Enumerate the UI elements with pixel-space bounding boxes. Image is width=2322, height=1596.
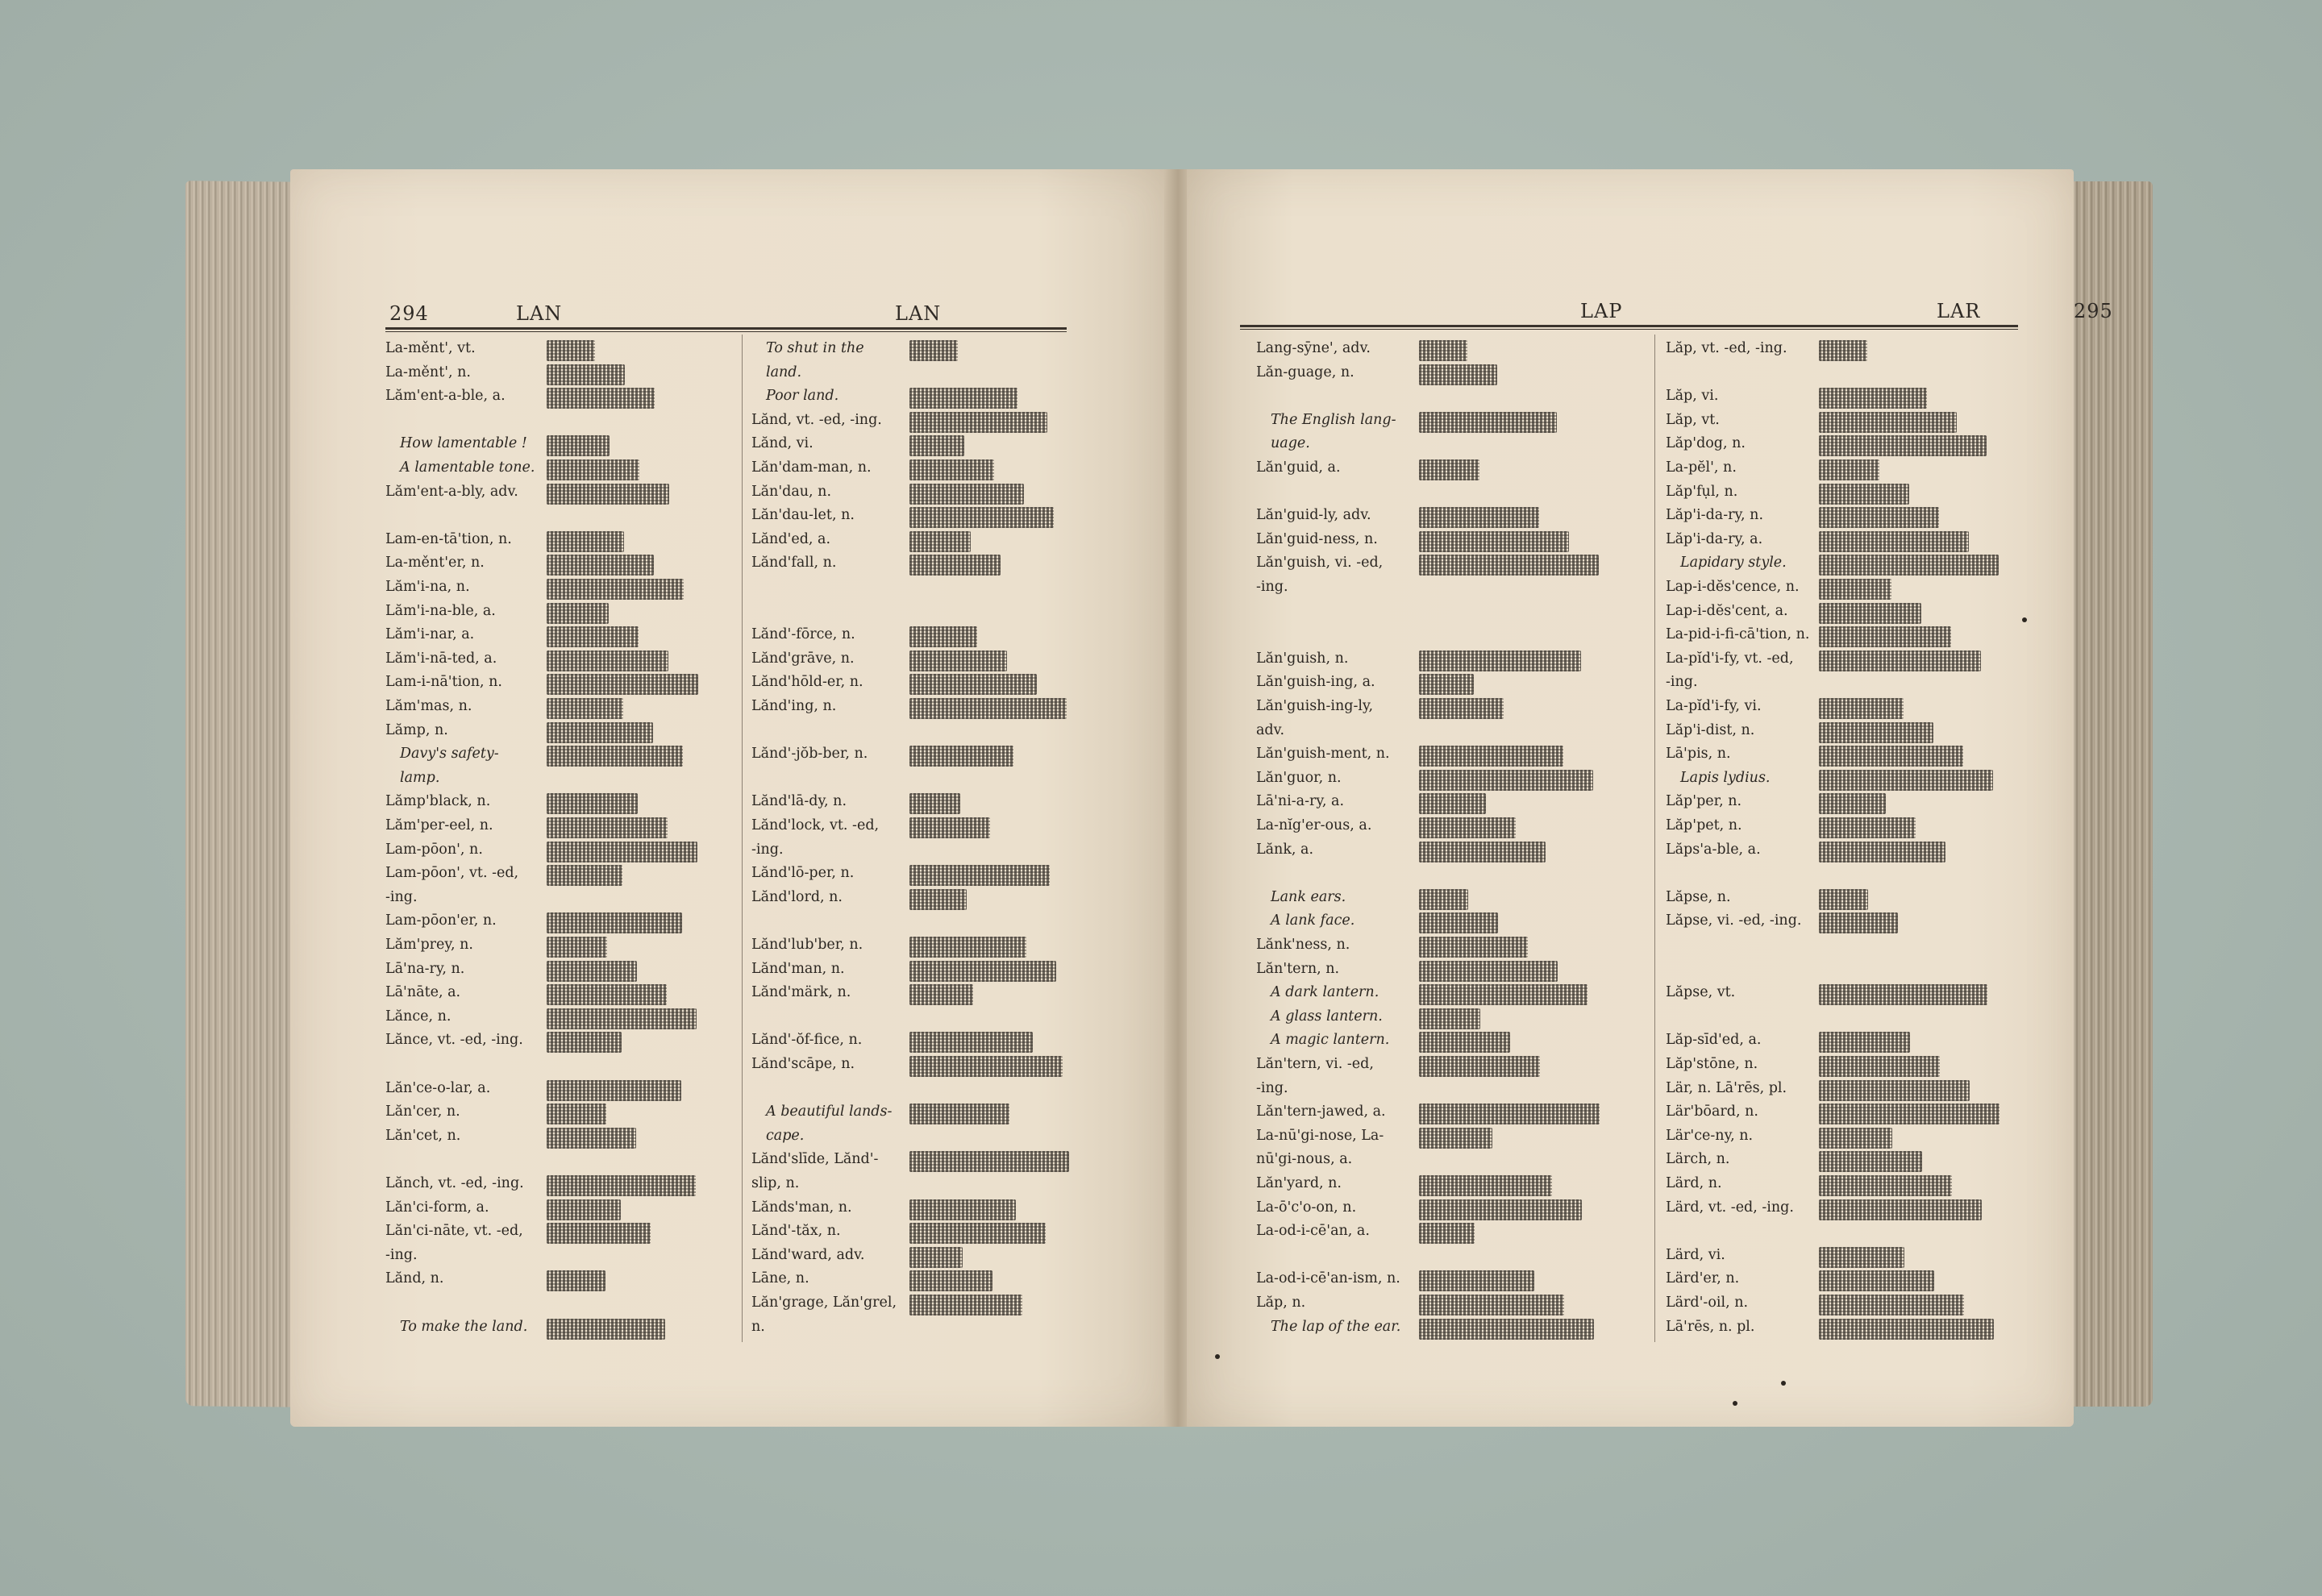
japanese-gloss bbox=[547, 722, 653, 743]
japanese-gloss bbox=[547, 484, 669, 505]
japanese-gloss bbox=[547, 531, 624, 552]
example-phrase: uage. bbox=[1271, 435, 1310, 452]
japanese-gloss bbox=[1419, 1032, 1510, 1053]
japanese-gloss bbox=[1419, 1008, 1480, 1029]
headword: Lăn'guor, n. bbox=[1256, 769, 1342, 786]
headword: Lär'ce-ny, n. bbox=[1666, 1127, 1754, 1144]
japanese-gloss bbox=[1419, 889, 1468, 910]
right-page-number: 295 bbox=[2074, 300, 2113, 322]
headword: Lăm'i-nar, a. bbox=[385, 626, 475, 643]
japanese-gloss bbox=[909, 937, 1026, 958]
headword: Lăn-guage, n. bbox=[1256, 364, 1354, 380]
headword: Lăn'guish, n. bbox=[1256, 650, 1349, 667]
headword: Lăn'ci-nāte, vt. -ed, bbox=[385, 1223, 523, 1240]
headword: Lā'rēs, n. pl. bbox=[1666, 1318, 1755, 1335]
headword: slip, n. bbox=[751, 1175, 800, 1191]
headword: Lănce, n. bbox=[385, 1008, 452, 1025]
japanese-gloss bbox=[1819, 1080, 1970, 1101]
japanese-gloss bbox=[1819, 1056, 1940, 1077]
headword: Lăn'ce-o-lar, a. bbox=[385, 1079, 491, 1096]
japanese-gloss bbox=[1819, 1151, 1922, 1172]
headword: Lăn'cet, n. bbox=[385, 1127, 461, 1144]
example-phrase: A lank face. bbox=[1271, 912, 1355, 929]
japanese-gloss bbox=[909, 1199, 1016, 1220]
japanese-gloss bbox=[1819, 817, 1916, 838]
japanese-gloss bbox=[547, 698, 623, 719]
headword: Lănd'lub'ber, n. bbox=[751, 937, 863, 953]
japanese-gloss bbox=[1819, 1032, 1910, 1053]
headword: Lăm'mas, n. bbox=[385, 698, 472, 714]
japanese-gloss bbox=[1819, 1199, 1982, 1220]
headword: Lănd'-tăx, n. bbox=[751, 1223, 841, 1240]
headword: Lănd'ing, n. bbox=[751, 698, 837, 714]
japanese-gloss bbox=[547, 1175, 696, 1196]
headword: Lam-pōon', vt. -ed, bbox=[385, 865, 519, 882]
headword: La-nū'gi-nose, La- bbox=[1256, 1127, 1384, 1144]
japanese-gloss bbox=[547, 435, 610, 456]
headword: Lăp'i-da-ry, n. bbox=[1666, 507, 1764, 524]
japanese-gloss bbox=[547, 603, 609, 624]
japanese-gloss bbox=[547, 1128, 636, 1149]
japanese-gloss bbox=[1819, 889, 1868, 910]
example-phrase: To make the land. bbox=[400, 1318, 528, 1335]
left-header-rule bbox=[385, 327, 1067, 332]
japanese-gloss bbox=[547, 817, 668, 838]
headword: Lămp'black, n. bbox=[385, 793, 491, 810]
ink-speck bbox=[2022, 617, 2027, 622]
example-phrase: cape. bbox=[766, 1127, 805, 1144]
headword: Lănd'fall, n. bbox=[751, 555, 837, 571]
japanese-gloss bbox=[1819, 1270, 1934, 1291]
headword: Lănd'slīde, Lănd'- bbox=[751, 1151, 879, 1168]
japanese-gloss bbox=[1419, 746, 1563, 767]
left-page bbox=[290, 169, 1169, 1427]
headword: Lănd, vt. -ed, -ing. bbox=[751, 411, 882, 428]
japanese-gloss bbox=[1419, 507, 1539, 528]
example-phrase: Lank ears. bbox=[1271, 888, 1346, 905]
headword: La-ō'c'o-on, n. bbox=[1256, 1199, 1357, 1216]
headword: Lănd'scāpe, n. bbox=[751, 1056, 855, 1072]
japanese-gloss bbox=[909, 412, 1047, 433]
headword: Lăn'guid, a. bbox=[1256, 459, 1341, 476]
japanese-gloss bbox=[1419, 1175, 1552, 1196]
japanese-gloss bbox=[547, 1103, 606, 1124]
japanese-gloss bbox=[1819, 340, 1867, 361]
japanese-gloss bbox=[909, 1247, 963, 1268]
headword: Lăn'guish-ment, n. bbox=[1256, 746, 1390, 763]
example-phrase: A glass lantern. bbox=[1271, 1008, 1383, 1025]
headword: Lăn'cer, n. bbox=[385, 1103, 460, 1120]
japanese-gloss bbox=[547, 1270, 605, 1291]
headword: La-od-i-cē'an-ism, n. bbox=[1256, 1270, 1400, 1287]
japanese-gloss bbox=[909, 459, 994, 480]
japanese-gloss bbox=[1819, 1103, 2000, 1124]
japanese-gloss bbox=[1819, 412, 1957, 433]
headword: Lănd'-jŏb-ber, n. bbox=[751, 746, 868, 763]
headword: Lā'ni-a-ry, a. bbox=[1256, 793, 1345, 810]
japanese-gloss bbox=[1419, 1295, 1564, 1315]
japanese-gloss bbox=[1419, 1319, 1594, 1340]
japanese-gloss bbox=[1419, 984, 1588, 1005]
japanese-gloss bbox=[909, 984, 973, 1005]
headword: Lănd'grāve, n. bbox=[751, 650, 855, 667]
japanese-gloss bbox=[1819, 1128, 1892, 1149]
japanese-gloss bbox=[1419, 937, 1528, 958]
headword: La-měnt', vt. bbox=[385, 340, 476, 356]
headword: Lam-pōon'er, n. bbox=[385, 912, 497, 929]
japanese-gloss bbox=[1419, 793, 1486, 814]
japanese-gloss bbox=[547, 459, 639, 480]
headword: Lăn'yard, n. bbox=[1256, 1175, 1342, 1191]
headword: nū'gi-nous, a. bbox=[1256, 1151, 1353, 1168]
example-phrase: Davy's safety- bbox=[400, 746, 499, 763]
headword: La-měnt', n. bbox=[385, 364, 471, 380]
headword: Lănd'ed, a. bbox=[751, 530, 831, 547]
japanese-gloss bbox=[547, 746, 683, 767]
japanese-gloss bbox=[1819, 1247, 1904, 1268]
japanese-gloss bbox=[1819, 555, 1999, 576]
japanese-gloss bbox=[909, 1056, 1063, 1077]
headword: Lăpse, vi. -ed, -ing. bbox=[1666, 912, 1802, 929]
page-edges-left bbox=[185, 181, 298, 1407]
headword: Lap-i-dĕs'cent, a. bbox=[1666, 602, 1788, 619]
headword: Lăn'tern, vi. -ed, bbox=[1256, 1056, 1374, 1072]
japanese-gloss bbox=[547, 984, 667, 1005]
japanese-gloss bbox=[1819, 626, 1951, 647]
japanese-gloss bbox=[909, 793, 960, 814]
example-phrase: To shut in the bbox=[766, 340, 864, 356]
headword: Lăn'guid-ness, n. bbox=[1256, 530, 1378, 547]
headword: Lăp, vi. bbox=[1666, 388, 1719, 405]
headword: -ing. bbox=[385, 1246, 418, 1263]
japanese-gloss bbox=[547, 674, 698, 695]
headword: Lam-i-nā'tion, n. bbox=[385, 674, 502, 691]
headword: Lăn'ci-form, a. bbox=[385, 1199, 489, 1216]
japanese-gloss bbox=[1819, 984, 1987, 1005]
japanese-gloss bbox=[909, 817, 990, 838]
headword: Lärd, vt. -ed, -ing. bbox=[1666, 1199, 1794, 1216]
right-page bbox=[1187, 169, 2113, 1427]
japanese-gloss bbox=[547, 555, 654, 576]
headword: Lăm'ent-a-ble, a. bbox=[385, 388, 506, 405]
japanese-gloss bbox=[909, 1295, 1022, 1315]
headword: Lăm'per-eel, n. bbox=[385, 817, 493, 833]
headword: Lär'bōard, n. bbox=[1666, 1103, 1758, 1120]
japanese-gloss bbox=[547, 388, 655, 409]
headword: Lāne, n. bbox=[751, 1270, 809, 1287]
headword: Lănd'lō-per, n. bbox=[751, 865, 855, 882]
japanese-gloss bbox=[909, 1103, 1009, 1124]
headword: Lănk'ness, n. bbox=[1256, 937, 1350, 953]
headword: Lănd'hōld-er, n. bbox=[751, 674, 863, 691]
japanese-gloss bbox=[547, 865, 622, 886]
headword: Lăm'i-na, n. bbox=[385, 579, 470, 595]
headword: Lăn'dau-let, n. bbox=[751, 507, 855, 524]
japanese-gloss bbox=[1819, 698, 1904, 719]
right-head-right: LAR bbox=[1937, 300, 1981, 322]
headword: Lăm'ent-a-bly, adv. bbox=[385, 483, 518, 500]
japanese-gloss bbox=[909, 340, 958, 361]
right-head-left: LAP bbox=[1580, 300, 1623, 322]
headword: Lănd'ward, adv. bbox=[751, 1246, 865, 1263]
headword: Lăn'guish-ing-ly, bbox=[1256, 698, 1374, 714]
japanese-gloss bbox=[1819, 770, 1993, 791]
headword: Lärd, n. bbox=[1666, 1175, 1722, 1191]
japanese-gloss bbox=[547, 1319, 665, 1340]
japanese-gloss bbox=[909, 961, 1056, 982]
japanese-gloss bbox=[909, 698, 1067, 719]
japanese-gloss bbox=[1819, 1319, 1994, 1340]
headword: -ing. bbox=[751, 841, 784, 858]
japanese-gloss bbox=[1819, 1175, 1952, 1196]
japanese-gloss bbox=[547, 1080, 681, 1101]
example-phrase: A beautiful lands- bbox=[766, 1103, 893, 1120]
headword: Lăpse, vt. bbox=[1666, 984, 1736, 1001]
headword: Lănd'lock, vt. -ed, bbox=[751, 817, 880, 833]
japanese-gloss bbox=[909, 435, 964, 456]
headword: n. bbox=[751, 1318, 765, 1335]
headword: Lănd'-fōrce, n. bbox=[751, 626, 855, 643]
japanese-gloss bbox=[1419, 912, 1498, 933]
headword: -ing. bbox=[385, 888, 418, 905]
headword: Lăn'grage, Lăn'grel, bbox=[751, 1295, 897, 1311]
example-phrase: lamp. bbox=[400, 769, 440, 786]
japanese-gloss bbox=[547, 842, 697, 862]
japanese-gloss bbox=[909, 388, 1017, 409]
japanese-gloss bbox=[1419, 770, 1593, 791]
headword: Lăn'guish, vi. -ed, bbox=[1256, 555, 1384, 571]
japanese-gloss bbox=[1419, 1223, 1475, 1244]
japanese-gloss bbox=[1819, 912, 1898, 933]
japanese-gloss bbox=[909, 484, 1024, 505]
left-head-left: LAN bbox=[516, 302, 563, 325]
japanese-gloss bbox=[1419, 1199, 1582, 1220]
headword: Lăp, vt. -ed, -ing. bbox=[1666, 340, 1787, 356]
japanese-gloss bbox=[909, 650, 1007, 671]
japanese-gloss bbox=[1819, 650, 1981, 671]
headword: Lăn'guid-ly, adv. bbox=[1256, 507, 1371, 524]
japanese-gloss bbox=[547, 1199, 621, 1220]
japanese-gloss bbox=[547, 1032, 622, 1053]
japanese-gloss bbox=[1419, 674, 1474, 695]
japanese-gloss bbox=[547, 961, 637, 982]
japanese-gloss bbox=[1819, 484, 1909, 505]
headword: La-pid-i-fi-cā'tion, n. bbox=[1666, 626, 1810, 643]
headword: Lănce, vt. -ed, -ing. bbox=[385, 1032, 523, 1049]
headword: Lā'nāte, a. bbox=[385, 984, 461, 1001]
japanese-gloss bbox=[909, 555, 1001, 576]
page-edges-right bbox=[2072, 181, 2153, 1407]
japanese-gloss bbox=[547, 912, 682, 933]
japanese-gloss bbox=[547, 626, 639, 647]
headword: Lärd'-oil, n. bbox=[1666, 1295, 1749, 1311]
ink-speck bbox=[1215, 1354, 1220, 1359]
headword: -ing. bbox=[1256, 1079, 1288, 1096]
japanese-gloss bbox=[909, 1270, 992, 1291]
headword: Lăp, vt. bbox=[1666, 411, 1720, 428]
example-phrase: A magic lantern. bbox=[1271, 1032, 1390, 1049]
headword: Lănd'lord, n. bbox=[751, 888, 843, 905]
japanese-gloss bbox=[1819, 435, 1987, 456]
headword: Lăn'guish-ing, a. bbox=[1256, 674, 1375, 691]
headword: Lănd'lā-dy, n. bbox=[751, 793, 847, 810]
headword: Lärd, vi. bbox=[1666, 1246, 1725, 1263]
japanese-gloss bbox=[909, 746, 1013, 767]
headword: La-pĭd'i-fy, vt. -ed, bbox=[1666, 650, 1794, 667]
headword: La-pĕl', n. bbox=[1666, 459, 1737, 476]
japanese-gloss bbox=[909, 1223, 1046, 1244]
japanese-gloss bbox=[1819, 842, 1945, 862]
japanese-gloss bbox=[1419, 1103, 1600, 1124]
headword: Lăp'fụl, n. bbox=[1666, 483, 1738, 500]
japanese-gloss bbox=[1419, 817, 1516, 838]
ink-speck bbox=[1733, 1401, 1737, 1406]
headword: -ing. bbox=[1256, 579, 1288, 595]
japanese-gloss bbox=[1419, 1128, 1492, 1149]
japanese-gloss bbox=[1819, 579, 1891, 600]
headword: La-měnt'er, n. bbox=[385, 555, 485, 571]
headword: Lăp, n. bbox=[1256, 1295, 1306, 1311]
headword: adv. bbox=[1256, 721, 1285, 738]
headword: Lăm'i-na-ble, a. bbox=[385, 602, 496, 619]
headword: Lănd, n. bbox=[385, 1270, 444, 1287]
japanese-gloss bbox=[909, 865, 1050, 886]
japanese-gloss bbox=[1419, 531, 1569, 552]
japanese-gloss bbox=[1419, 364, 1497, 385]
headword: La-od-i-cē'an, a. bbox=[1256, 1223, 1370, 1240]
example-phrase: Lapis lydius. bbox=[1680, 769, 1771, 786]
japanese-gloss bbox=[1419, 459, 1479, 480]
japanese-gloss bbox=[1419, 340, 1467, 361]
headword: Lăp'dog, n. bbox=[1666, 435, 1746, 452]
ink-speck bbox=[1781, 1381, 1786, 1386]
japanese-gloss bbox=[909, 674, 1037, 695]
japanese-gloss bbox=[1419, 1270, 1534, 1291]
example-phrase: The lap of the ear. bbox=[1271, 1318, 1401, 1335]
headword: Lăm'i-nā-ted, a. bbox=[385, 650, 497, 667]
headword: Lā'na-ry, n. bbox=[385, 960, 465, 977]
japanese-gloss bbox=[547, 1223, 651, 1244]
headword: Lam-en-tā'tion, n. bbox=[385, 530, 512, 547]
japanese-gloss bbox=[1419, 698, 1504, 719]
japanese-gloss bbox=[547, 579, 684, 600]
japanese-gloss bbox=[1419, 842, 1546, 862]
headword: Lang-sȳne', adv. bbox=[1256, 340, 1371, 356]
example-phrase: Poor land. bbox=[766, 388, 839, 405]
japanese-gloss bbox=[1819, 603, 1921, 624]
headword: Lăm'prey, n. bbox=[385, 937, 473, 953]
example-phrase: The English lang- bbox=[1271, 411, 1396, 428]
headword: Lärd'er, n. bbox=[1666, 1270, 1740, 1287]
headword: Lănk, a. bbox=[1256, 841, 1314, 858]
japanese-gloss bbox=[1819, 1295, 1964, 1315]
japanese-gloss bbox=[1419, 555, 1599, 576]
japanese-gloss bbox=[1419, 961, 1558, 982]
headword: Lăn'dau, n. bbox=[751, 483, 832, 500]
headword: Lā'pis, n. bbox=[1666, 746, 1731, 763]
headword: Lam-pōon', n. bbox=[385, 841, 483, 858]
headword: -ing. bbox=[1666, 674, 1698, 691]
japanese-gloss bbox=[547, 1008, 697, 1029]
headword: Lăps'a-ble, a. bbox=[1666, 841, 1761, 858]
headword: Lănch, vt. -ed, -ing. bbox=[385, 1175, 524, 1191]
japanese-gloss bbox=[1419, 650, 1581, 671]
headword: La-pĭd'i-fy, vi. bbox=[1666, 698, 1762, 714]
japanese-gloss bbox=[909, 507, 1054, 528]
headword: Lăp'i-da-ry, a. bbox=[1666, 530, 1763, 547]
headword: Lăn'tern, n. bbox=[1256, 960, 1340, 977]
japanese-gloss bbox=[909, 1151, 1069, 1172]
japanese-gloss bbox=[909, 531, 971, 552]
japanese-gloss bbox=[1819, 459, 1879, 480]
japanese-gloss bbox=[1819, 793, 1886, 814]
headword: Lăp'i-dist, n. bbox=[1666, 721, 1755, 738]
japanese-gloss bbox=[1819, 507, 1939, 528]
headword: Lăp-sīd'ed, a. bbox=[1666, 1032, 1762, 1049]
japanese-gloss bbox=[547, 937, 607, 958]
headword: Lănd'man, n. bbox=[751, 960, 845, 977]
headword: Lănd'-ŏf-fice, n. bbox=[751, 1032, 863, 1049]
example-phrase: A lamentable tone. bbox=[400, 459, 535, 476]
example-phrase: How lamentable ! bbox=[400, 435, 527, 452]
right-header-rule bbox=[1240, 325, 2018, 330]
japanese-gloss bbox=[1819, 388, 1927, 409]
headword: Lăn'dam-man, n. bbox=[751, 459, 872, 476]
example-phrase: Lapidary style. bbox=[1680, 555, 1787, 571]
example-phrase: land. bbox=[766, 364, 802, 380]
headword: Lăp'stōne, n. bbox=[1666, 1056, 1758, 1072]
headword: La-nĭg'er-ous, a. bbox=[1256, 817, 1372, 833]
headword: Lär, n. Lā'rēs, pl. bbox=[1666, 1079, 1787, 1096]
japanese-gloss bbox=[909, 626, 977, 647]
headword: Lănd, vi. bbox=[751, 435, 814, 452]
left-head-right: LAN bbox=[895, 302, 942, 325]
headword: Lănd'märk, n. bbox=[751, 984, 851, 1001]
japanese-gloss bbox=[1819, 531, 1969, 552]
headword: Lăp'per, n. bbox=[1666, 793, 1742, 810]
japanese-gloss bbox=[547, 364, 625, 385]
japanese-gloss bbox=[547, 793, 638, 814]
japanese-gloss bbox=[909, 889, 967, 910]
headword: Lănds'man, n. bbox=[751, 1199, 852, 1216]
left-page-number: 294 bbox=[389, 302, 429, 325]
japanese-gloss bbox=[1419, 412, 1557, 433]
headword: Lăpse, n. bbox=[1666, 888, 1731, 905]
headword: Lap-i-dĕs'cence, n. bbox=[1666, 579, 1800, 595]
japanese-gloss bbox=[909, 1032, 1033, 1053]
headword: Lärch, n. bbox=[1666, 1151, 1730, 1168]
japanese-gloss bbox=[1419, 1056, 1540, 1077]
open-book bbox=[185, 161, 2153, 1435]
headword: Lăp'pet, n. bbox=[1666, 817, 1742, 833]
example-phrase: A dark lantern. bbox=[1271, 984, 1379, 1001]
right-column-divider bbox=[1654, 335, 1655, 1342]
headword: Lămp, n. bbox=[385, 721, 448, 738]
japanese-gloss bbox=[1819, 722, 1933, 743]
left-column-divider bbox=[742, 335, 743, 1342]
japanese-gloss bbox=[1819, 746, 1963, 767]
japanese-gloss bbox=[547, 340, 595, 361]
japanese-gloss bbox=[547, 650, 668, 671]
headword: Lăn'tern-jawed, a. bbox=[1256, 1103, 1386, 1120]
